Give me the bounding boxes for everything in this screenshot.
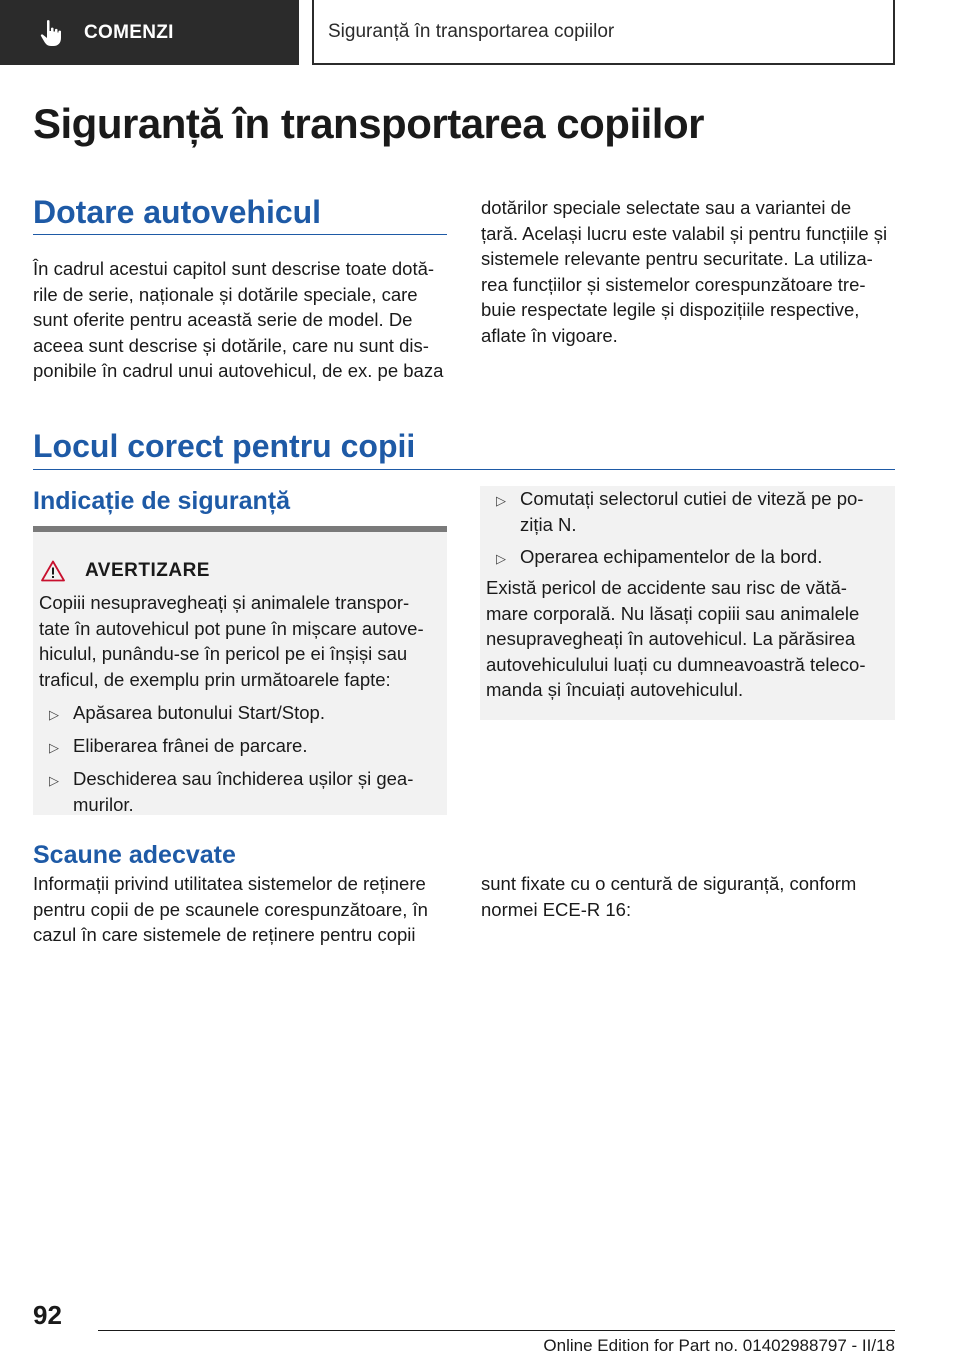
scaune-col2 [481,871,901,922]
warning-box-continued [480,486,895,720]
list-item [39,733,443,761]
text-line: sunt fixate cu o centură de siguranță, conform [481,873,857,894]
text-line: manda și încuiați autovehiculul. [486,679,744,700]
warning-header [41,560,210,582]
page-number: 92 [33,1300,62,1330]
text-line: ziția N. [520,513,577,535]
text-line: autovehiculului luați cu dumneavoastră teleco- [486,653,866,675]
text-line: tate în autovehicul pot pune în mișcare autove- [39,617,424,639]
warning-triangle-icon [41,560,65,582]
text-line: cazul în care sistemele de reținere pentru copii [33,924,416,945]
triangle-bullet-icon: ▷ [49,707,59,722]
footer-rule [98,1330,895,1331]
subheading-scaune: Scaune adecvate [33,841,236,869]
warning-conclusion [486,575,891,703]
section-title: Siguranță în transportarea copiilor [328,20,615,42]
scaune-col1 [33,871,453,948]
list-item [486,486,891,537]
text-line: Apăsarea butonului Start/Stop. [73,702,325,723]
text-line: traficul, de exemplu prin următoarele fapte: [39,668,391,690]
list-item [39,766,443,817]
subheading-indicatie: Indicație de siguranță [33,487,291,515]
triangle-bullet-icon: ▷ [49,773,59,788]
dotare-col2 [481,195,901,348]
text-line: nesupravegheați în autovehicul. La părăsirea [486,628,856,649]
warning-intro [39,590,443,692]
warning-box [33,526,447,815]
text-line: Operarea echipamentelor de la bord. [520,546,823,567]
text-line: Copiii nesupravegheați și animalele transpor- [39,592,410,613]
edition-text: Online Edition for Part no. 01402988797 - II/18 [543,1336,895,1355]
triangle-bullet-icon: ▷ [496,551,506,566]
heading-rule [33,469,895,470]
heading-locul: Locul corect pentru copii [33,428,416,464]
triangle-bullet-icon: ▷ [49,740,59,755]
text-line: rile de serie, naționale și dotările speciale, care [33,283,418,305]
text-line: Deschiderea sau închiderea ușilor și gea- [73,768,414,789]
text-line: mare corporală. Nu lăsați copiii sau animalele [486,602,860,624]
text-line: hiculul, punându-se în pericol pe ei înșiși sau [39,643,408,664]
warning-title: AVERTIZARE [85,560,210,581]
text-line: țară. Același lucru este valabil și pentru funcțiile și [481,222,888,244]
dotare-col1 [33,256,453,384]
text-line: murilor. [73,793,134,815]
heading-dotare: Dotare autovehicul [33,194,322,230]
list-item [486,544,891,572]
triangle-bullet-icon: ▷ [496,493,506,508]
text-line: pentru copii de pe scaunele corespunzătoare, în [33,898,428,920]
text-line: ponibile în cadrul unui autovehicul, de ex. pe baza [33,360,444,381]
page-title: Siguranță în transportarea copiilor [33,100,704,147]
text-line: În cadrul acestui capitol sunt descrise toate dotă- [33,258,435,279]
list-item [39,700,443,728]
text-line: Comutați selectorul cutiei de viteză pe po- [520,488,864,509]
text-line: Informații privind utilitatea sistemelor de reținere [33,873,426,894]
text-line: Eliberarea frânei de parcare. [73,735,308,756]
heading-rule [33,234,447,235]
text-line: normei ECE-R 16: [481,898,632,920]
text-line: Există pericol de accidente sau risc de vătă- [486,577,847,598]
text-line: sunt oferite pentru această serie de model. De [33,309,413,330]
chapter-tab[interactable] [0,0,299,65]
text-line: aflate în vigoare. [481,324,618,346]
chapter-label: COMENZI [84,21,174,43]
text-line: aceea sunt descrise și dotările, care nu sunt dis- [33,334,429,356]
text-line: buie respectate legile și dispozițiile respective, [481,299,860,320]
text-line: rea funcțiilor și sistemelor corespunzătoare tre- [481,273,866,295]
text-line: sistemele relevante pentru securitate. La utiliza- [481,248,873,269]
hand-pointer-icon [40,19,62,47]
section-tab[interactable] [312,0,895,65]
text-line: dotărilor speciale selectate sau a variantei de [481,197,852,218]
